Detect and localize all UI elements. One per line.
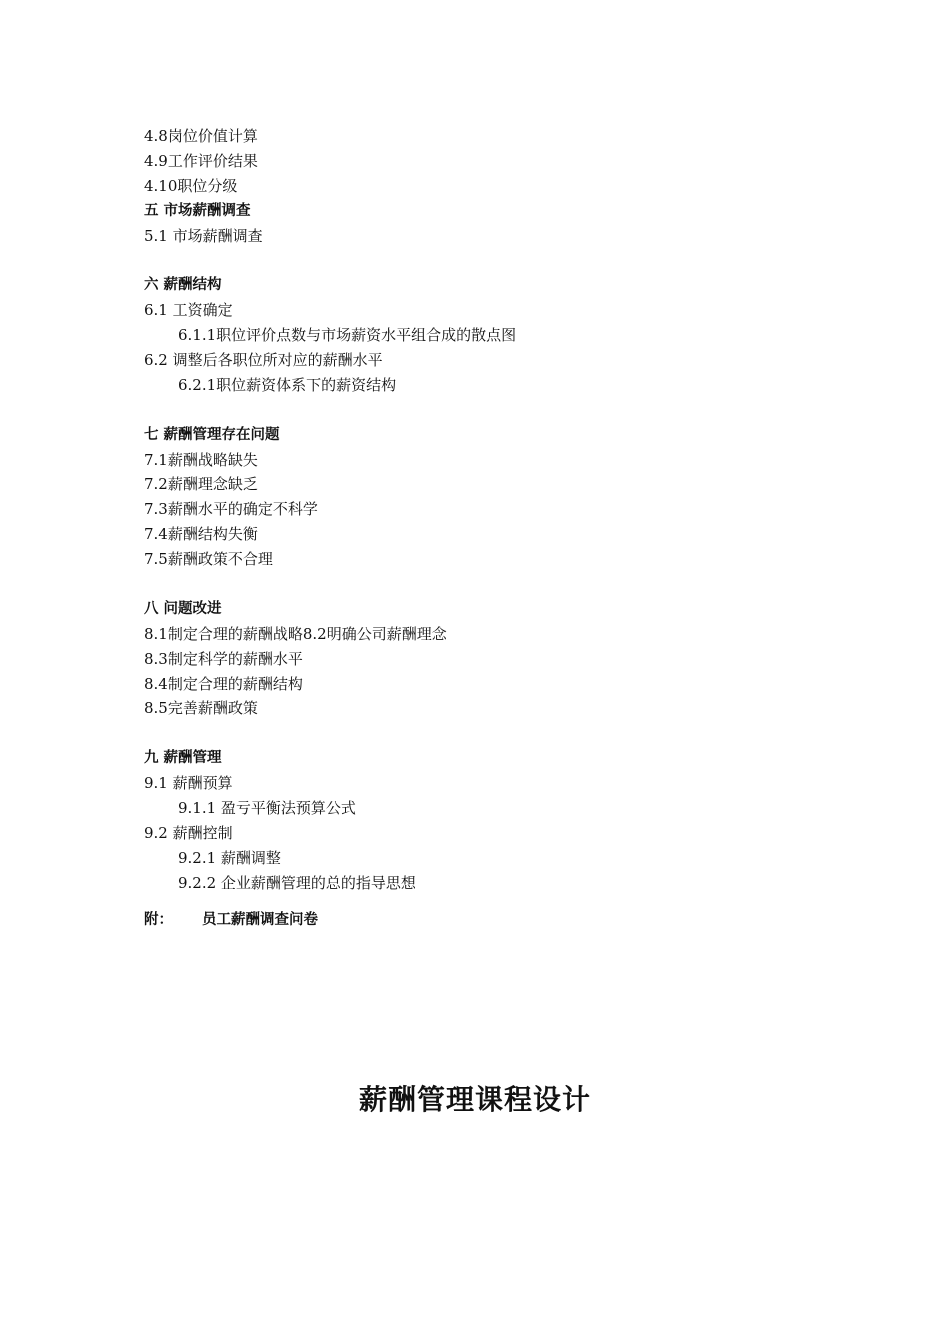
toc-heading-7: 七 薪酬管理存在问题 — [144, 426, 280, 443]
toc-item-7-5: 7.5薪酬政策不合理 — [144, 550, 273, 569]
toc-item-8-5: 8.5完善薪酬政策 — [144, 699, 258, 718]
toc-item-4-9: 4.9工作评价结果 — [144, 151, 258, 170]
toc-item-6-1: 6.1 工资确定 — [144, 301, 233, 320]
toc-item-7-3: 7.3薪酬水平的确定不科学 — [144, 500, 318, 519]
appendix-label: 附： — [144, 911, 173, 928]
toc-item-9-1: 9.1 薪酬预算 — [144, 774, 233, 793]
document-title: 薪酬管理课程设计 — [358, 1083, 591, 1116]
table-of-contents — [144, 124, 844, 933]
toc-item-9-2-2: 9.2.2 企业薪酬管理的总的指导思想 — [178, 873, 416, 892]
toc-appendix — [144, 908, 844, 933]
toc-item-7-2: 7.2薪酬理念缺乏 — [144, 475, 258, 494]
toc-item-5-1: 5.1 市场薪酬调查 — [144, 226, 263, 245]
section-spacer — [144, 572, 844, 597]
toc-item-9-1-1: 9.1.1 盈亏平衡法预算公式 — [178, 799, 356, 818]
section-spacer — [144, 248, 844, 273]
section-spacer — [144, 398, 844, 423]
toc-item-6-2: 6.2 调整后各职位所对应的薪酬水平 — [144, 351, 383, 370]
toc-item-8-1: 8.1制定合理的薪酬战略8.2明确公司薪酬理念 — [144, 624, 447, 643]
toc-heading-9: 九 薪酬管理 — [144, 750, 222, 767]
toc-item-9-2: 9.2 薪酬控制 — [144, 823, 233, 842]
section-spacer — [144, 721, 844, 746]
toc-item-4-8: 4.8岗位价值计算 — [144, 127, 258, 145]
toc-heading-5: 五 市场薪酬调查 — [144, 202, 251, 219]
toc-item-4-10: 4.10职位分级 — [144, 176, 238, 195]
toc-heading-6: 六 薪酬结构 — [144, 277, 222, 294]
toc-item-6-2-1: 6.2.1职位薪资体系下的薪资结构 — [178, 375, 397, 394]
toc-item-8-3: 8.3制定科学的薪酬水平 — [144, 649, 303, 668]
toc-item-7-1: 7.1薪酬战略缺失 — [144, 450, 258, 469]
toc-item-8-4: 8.4制定合理的薪酬结构 — [144, 674, 303, 693]
toc-item-6-1-1: 6.1.1职位评价点数与市场薪资水平组合成的散点图 — [178, 326, 517, 345]
section-spacer — [144, 896, 844, 908]
toc-item-9-2-1: 9.2.1 薪酬调整 — [178, 848, 281, 867]
toc-heading-8: 八 问题改进 — [144, 600, 222, 617]
appendix-title: 员工薪酬调查问卷 — [202, 911, 318, 928]
toc-item-7-4: 7.4薪酬结构失衡 — [144, 525, 258, 544]
